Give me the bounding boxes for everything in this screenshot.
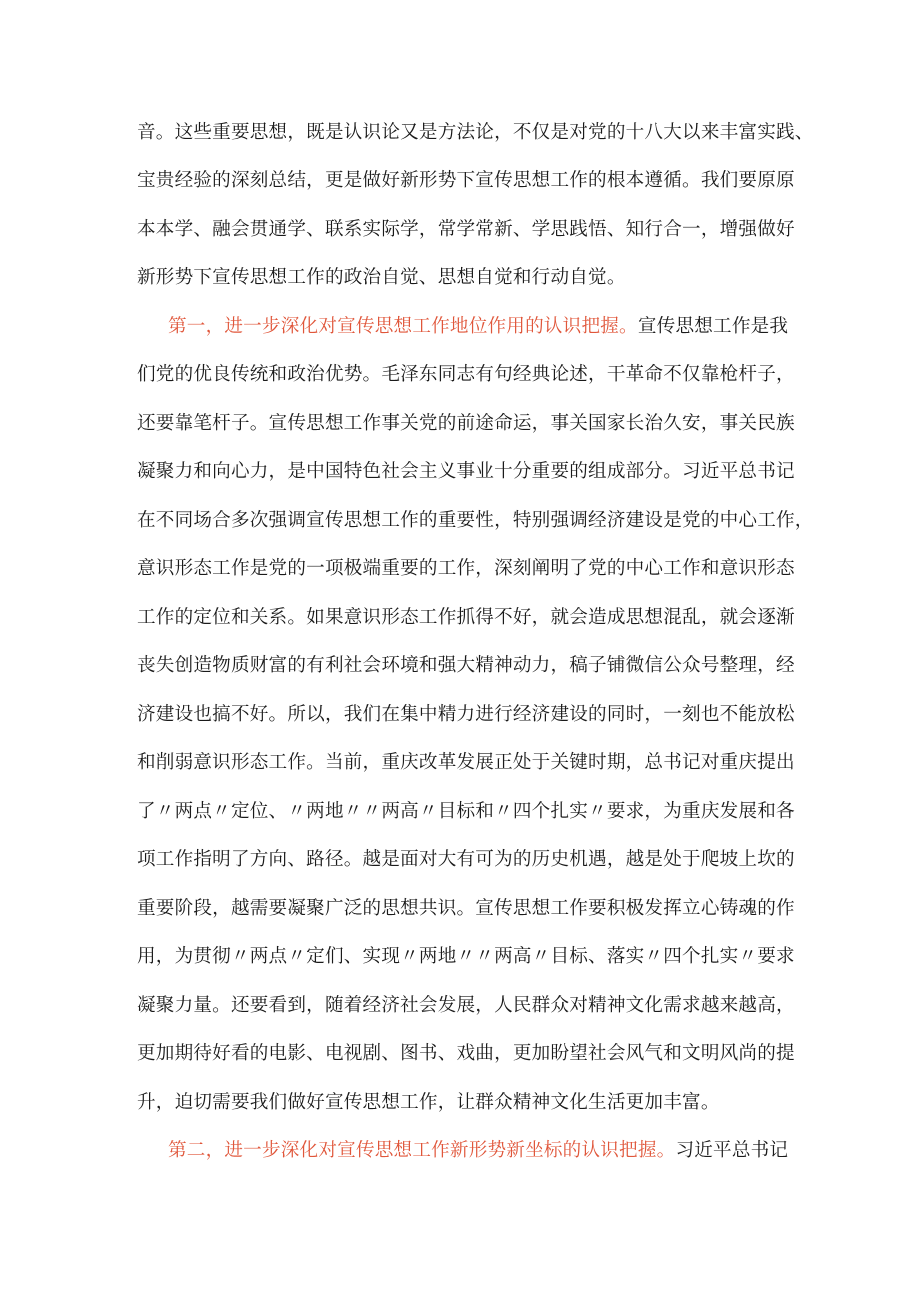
section-heading-line	[168, 314, 788, 340]
paragraph-text: 习近平总书记	[675, 1140, 789, 1161]
paragraph-line: 还要靠笔杆子。宣传思想工作事关党的前途命运，事关国家长治久安，事关民族	[137, 413, 795, 434]
paragraph-line: 丧失创造物质财富的有利社会环境和强大精神动力，稿子铺微信公众号整理，经	[137, 655, 795, 676]
paragraph-line: 用，为贯彻〃两点〃定们、实现〃两地〃〃两高〃目标、落实〃四个扎实〃要求	[137, 946, 795, 967]
paragraph-line: 宝贵经验的深刻总结，更是做好新形势下宣传思想工作的根本遵循。我们要原原	[137, 170, 795, 191]
paragraph-line: 们党的优良传统和政治优势。毛泽东同志有句经典论述，干革命不仅靠枪杆子，	[137, 364, 795, 385]
paragraph-line: 济建设也搞不好。所以，我们在集中精力进行经济建设的同时，一刻也不能放松	[137, 704, 795, 725]
paragraph-line: 新形势下宣传思想工作的政治自觉、思想自觉和行动自觉。	[137, 267, 626, 288]
paragraph-line: 升，迫切需要我们做好宣传思想工作，让群众精神文化生活更加丰富。	[137, 1092, 720, 1113]
paragraph-line: 项工作指明了方向、路径。越是面对大有可为的历史机遇，越是处于爬坡上坎的	[137, 849, 795, 870]
paragraph-line: 了〃两点〃定位、〃两地〃〃两高〃目标和〃四个扎实〃要求，为重庆发展和各	[137, 801, 795, 822]
section-heading: 第一，进一步深化对宣传思想工作地位作用的认识把握。	[168, 316, 638, 337]
paragraph-line: 重要阶段，越需要凝聚广泛的思想共识。宣传思想工作要积极发挥立心铸魂的作	[137, 898, 795, 919]
paragraph-line: 意识形态工作是党的一项极端重要的工作，深刻阐明了党的中心工作和意识形态	[137, 558, 795, 579]
paragraph-line: 和削弱意识形态工作。当前，重庆改革发展正处于关键时期，总书记对重庆提出	[137, 752, 795, 773]
paragraph-line: 音。这些重要思想，既是认识论又是方法论，不仅是对党的十八大以来丰富实践、	[137, 122, 814, 143]
paragraph-line: 凝聚力和向心力，是中国特色社会主义事业十分重要的组成部分。习近平总书记	[137, 461, 795, 482]
paragraph-line: 本本学、融会贯通学、联系实际学，常学常新、学思践悟、知行合一，增强做好	[137, 219, 795, 240]
section-heading-line	[168, 1138, 788, 1164]
paragraph-line: 工作的定位和关系。如果意识形态工作抓得不好，就会造成思想混乱，就会逐渐	[137, 607, 795, 628]
section-heading: 第二，进一步深化对宣传思想工作新形势新坐标的认识把握。	[168, 1140, 676, 1161]
paragraph-text: 宣传思想工作是我	[637, 316, 789, 337]
paragraph-line: 凝聚力量。还要看到，随着经济社会发展，人民群众对精神文化需求越来越高，	[137, 995, 795, 1016]
paragraph-line: 在不同场合多次强调宣传思想工作的重要性，特别强调经济建设是党的中心工作，	[137, 510, 814, 531]
paragraph-line: 更加期待好看的电影、电视剧、图书、戏曲，更加盼望社会风气和文明风尚的提	[137, 1043, 795, 1064]
